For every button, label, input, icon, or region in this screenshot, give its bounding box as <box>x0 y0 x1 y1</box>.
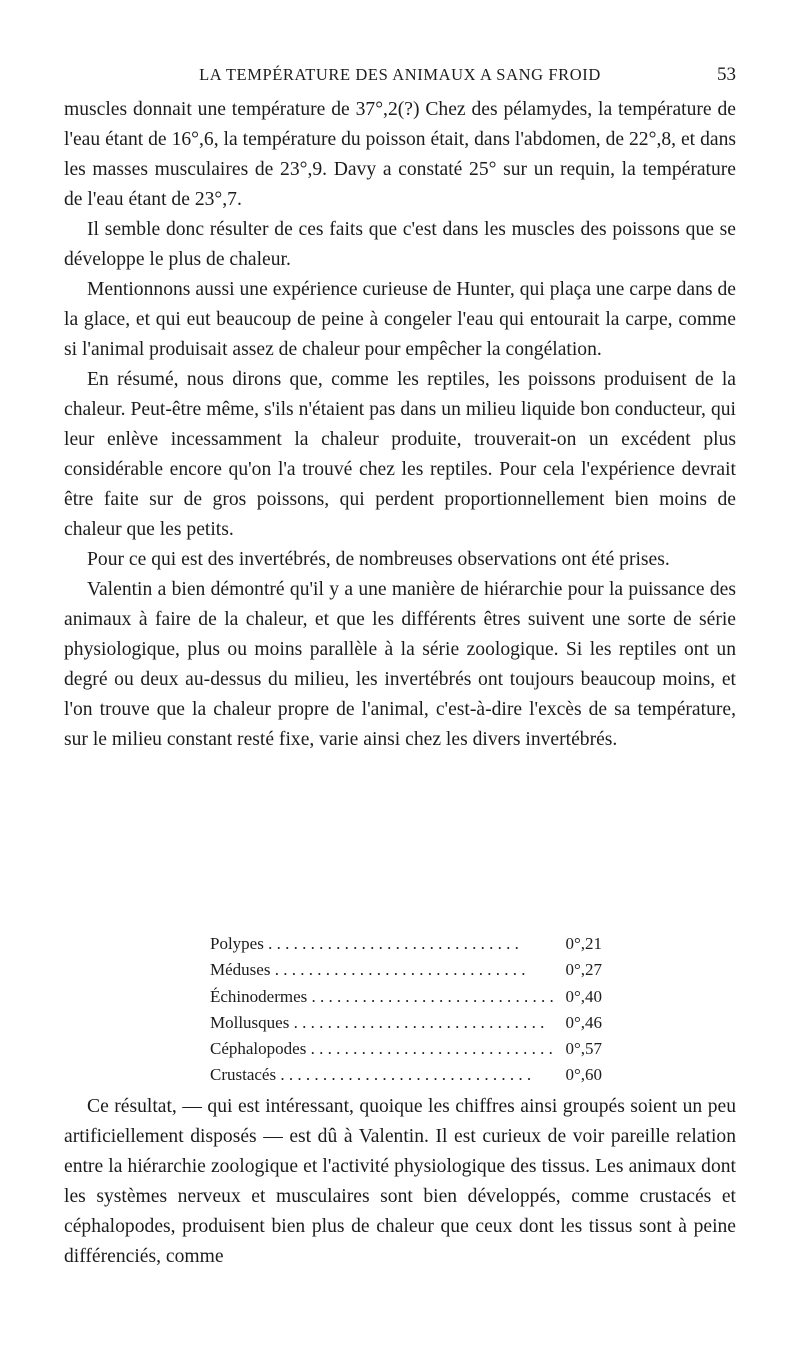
paragraph-continuation: muscles donnait une température de 37°,2(?) Chez des pélamydes, la température de l'eau étant de 16°,6, la température du poisson était, dans l'abdomen, de 22°,8, et dans les masses musculaires de 23°,9. Davy a constaté 25° sur un requin, la température de l'eau étant de 23°,7. <box>64 99 736 210</box>
temperature-table <box>210 931 602 1089</box>
body-text <box>64 95 736 755</box>
animal-name: Méduses . . . <box>210 957 557 983</box>
table-row <box>210 1062 602 1088</box>
temperature-value: 0°,46 <box>565 1012 602 1032</box>
animal-name: Échinodermes . . . <box>210 984 557 1010</box>
running-title: LA TEMPÉRATURE DES ANIMAUX A SANG FROID <box>199 65 601 84</box>
table-row <box>210 931 602 957</box>
temperature-value: 0°,40 <box>565 986 602 1006</box>
table-row <box>210 957 602 983</box>
animal-name: Céphalopodes . . . <box>210 1036 557 1062</box>
table-row <box>210 1036 602 1062</box>
temperature-value: 0°,60 <box>565 1065 602 1085</box>
page-number: 53 <box>717 64 736 85</box>
table-row <box>210 984 602 1010</box>
temperature-value: 0°,21 <box>565 934 602 953</box>
temperature-value: 0°,57 <box>565 1039 602 1059</box>
paragraph: Mentionnons aussi une expérience curieuse de Hunter, qui plaça une carpe dans de la glace, et qui eut beaucoup de peine à congeler l'eau qui entourait la carpe, comme si l'animal produisait assez de chaleur pour empêcher la congélation. <box>64 279 736 360</box>
paragraph: Pour ce qui est des invertébrés, de nombreuses observations ont été prises. <box>87 549 670 570</box>
animal-name: Polypes . . . <box>210 931 557 957</box>
paragraph: Valentin a bien démontré qu'il y a une manière de hiérarchie pour la puissance des animaux à faire de la chaleur, et que les différents êtres suivent une sorte de série physiologique, plus ou moins parallèle à la série zoologique. Si les reptiles ont un degré ou deux au-dessus du milieu, les invertébrés ont toujours beaucoup moins, et l'on trouve que la chaleur propre de l'animal, c'est-à-dire l'excès de sa température, sur le milieu constant resté fixe, varie ainsi chez les divers invertébrés. <box>64 579 736 750</box>
paragraph: En résumé, nous dirons que, comme les reptiles, les poissons produisent de la chaleur. Peut-être même, s'ils n'étaient pas dans un milieu liquide bon conducteur, qui leur enlève incessamment la chaleur produite, trouverait-on un excédent plus considérable encore qu'on l'a trouvé chez les reptiles. Pour cela l'expérience devrait être faite sur de gros poissons, qui perdent proportionnellement bien moins de chaleur que les petits. <box>64 369 736 540</box>
closing-text <box>64 1092 736 1272</box>
page-header <box>64 62 736 88</box>
animal-name: Mollusques . . . <box>210 1010 557 1036</box>
temperature-value: 0°,27 <box>565 960 602 980</box>
paragraph: Ce résultat, — qui est intéressant, quoique les chiffres ainsi groupés soient un peu artificiellement disposés — est dû à Valentin. Il est curieux de voir pareille relation entre la hiérarchie zoologique et l'activité physiologique des tissus. Les animaux dont les systèmes nerveux et musculaires sont bien développés, comme crustacés et céphalopodes, produisent bien plus de chaleur que ceux dont les tissus sont à peine différenciés, comme <box>64 1096 736 1267</box>
animal-name: Crustacés . . . <box>210 1062 557 1088</box>
paragraph: Il semble donc résulter de ces faits que c'est dans les muscles des poissons que se développe le plus de chaleur. <box>64 219 736 270</box>
table-row <box>210 1010 602 1036</box>
